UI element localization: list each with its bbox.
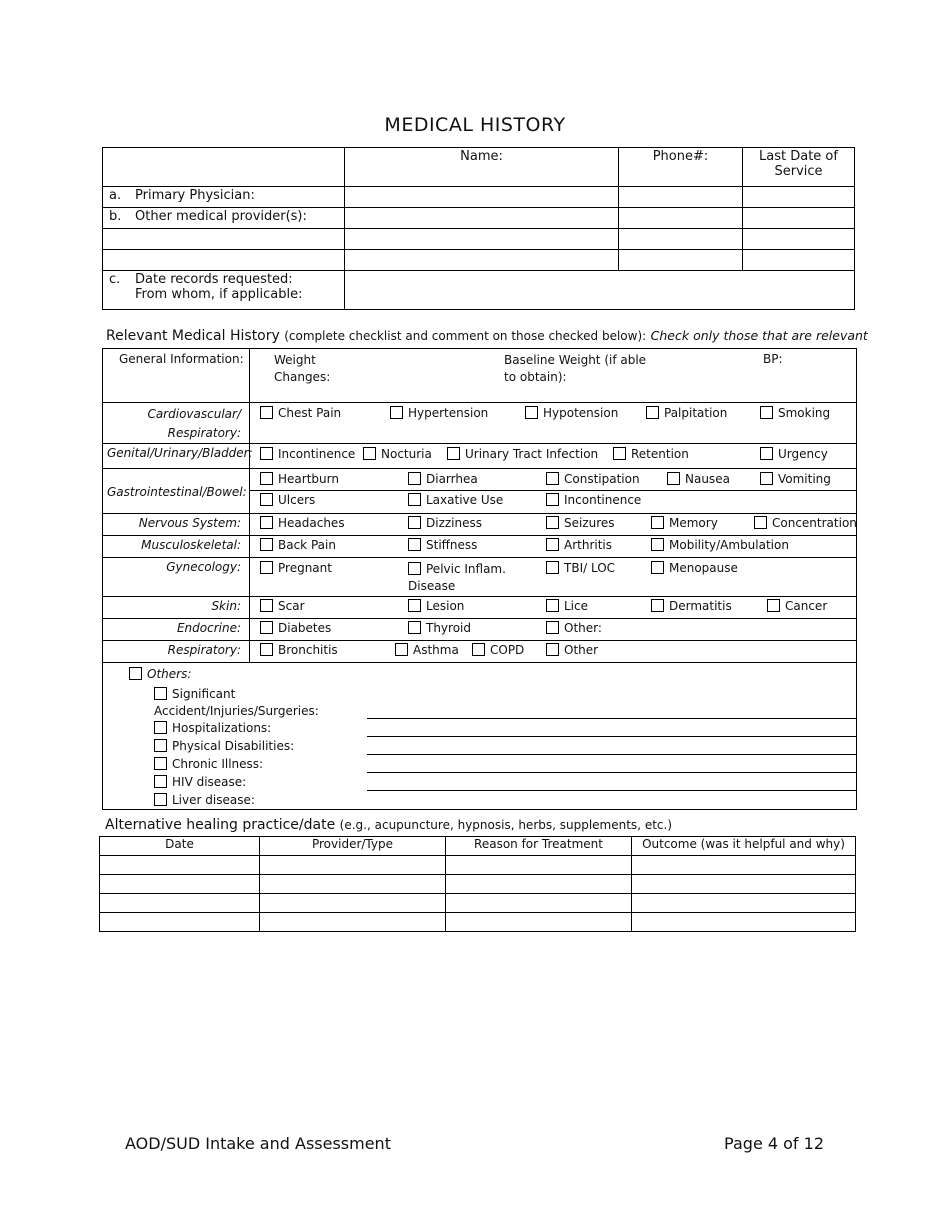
checkbox-back-pain[interactable]: Back Pain [260,538,336,552]
checkbox-chest-pain[interactable]: Chest Pain [260,406,341,420]
checkbox-seizures[interactable]: Seizures [546,516,615,530]
outcome-cell[interactable] [632,913,856,932]
checkbox-menopause[interactable]: Menopause [651,561,738,575]
general-info-row [250,349,857,403]
outcome-cell[interactable] [632,856,856,875]
checkbox-respiratory-other[interactable]: Other [546,643,598,657]
checkbox-asthma[interactable]: Asthma [395,643,459,657]
checkbox-concentration[interactable]: Concentration [754,516,857,530]
provider-date-field[interactable] [743,229,855,250]
provider-row-blank[interactable] [103,229,345,250]
provider-phone-field[interactable] [619,229,743,250]
medical-checklist [102,348,857,810]
checkbox-pregnant[interactable]: Pregnant [260,561,332,575]
checkbox-laxative-use[interactable]: Laxative Use [408,493,503,507]
checkbox-thyroid[interactable]: Thyroid [408,621,471,635]
category-genital-urinary: Genital/Urinary/Bladder: [103,444,250,469]
row-divider [250,490,856,491]
nervous-system-options [250,514,857,536]
checkbox-incontinence[interactable]: Incontinence [260,447,355,461]
provider-date-field[interactable] [743,250,855,271]
footer-document-title: AOD/SUD Intake and Assessment [125,1134,391,1153]
checkbox-tbi-loc[interactable]: TBI/ LOC [546,561,615,575]
provider-cell[interactable] [260,913,446,932]
significant-accidents-line[interactable] [367,718,856,719]
primary-physician-name-field[interactable] [345,187,619,208]
checkbox-arthritis[interactable]: Arthritis [546,538,612,552]
category-nervous-system: Nervous System: [103,514,250,536]
general-info-label: General Information: [103,349,250,403]
other-provider-date-field[interactable] [743,208,855,229]
reason-cell[interactable] [446,875,632,894]
checkbox-scar[interactable]: Scar [260,599,305,613]
checkbox-lice[interactable]: Lice [546,599,588,613]
checkbox-bronchitis[interactable]: Bronchitis [260,643,338,657]
page-title: MEDICAL HISTORY [384,114,566,136]
checkbox-hypotension[interactable]: Hypotension [525,406,618,420]
reason-cell[interactable] [446,856,632,875]
physical-disabilities-line[interactable] [367,754,856,755]
others-section [103,663,857,810]
header-phone: Phone#: [619,148,743,187]
primary-physician-phone-field[interactable] [619,187,743,208]
category-gastrointestinal: Gastrointestinal/Bowel: [103,469,250,514]
baseline-weight-label: Baseline Weight (if able to obtain): [504,353,647,384]
reason-cell[interactable] [446,913,632,932]
checkbox-lesion[interactable]: Lesion [408,599,464,613]
date-cell[interactable] [100,875,260,894]
outcome-cell[interactable] [632,894,856,913]
checkbox-cancer[interactable]: Cancer [767,599,827,613]
weight-changes-label: Weight Changes: [274,353,331,384]
category-respiratory: Respiratory: [103,641,250,663]
checkbox-memory[interactable]: Memory [651,516,718,530]
checkbox-chronic-illness[interactable]: Chronic Illness: [154,757,263,771]
checkbox-dizziness[interactable]: Dizziness [408,516,482,530]
checkbox-diarrhea[interactable]: Diarrhea [408,472,478,486]
checkbox-palpitation[interactable]: Palpitation [646,406,727,420]
checkbox-stiffness[interactable]: Stiffness [408,538,477,552]
header-name: Name: [345,148,619,187]
checkbox-hiv-disease[interactable]: HIV disease: [154,775,246,789]
other-provider-phone-field[interactable] [619,208,743,229]
provider-cell[interactable] [260,856,446,875]
outcome-cell[interactable] [632,875,856,894]
provider-cell[interactable] [260,875,446,894]
provider-cell[interactable] [260,894,446,913]
reason-cell[interactable] [446,894,632,913]
gastrointestinal-options [250,469,857,514]
checkbox-bowel-incontinence[interactable]: Incontinence [546,493,641,507]
hiv-disease-line[interactable] [367,790,856,791]
checkbox-hospitalizations[interactable]: Hospitalizations: [154,721,271,735]
primary-physician-date-field[interactable] [743,187,855,208]
primary-physician-label: a. Primary Physician: [103,187,345,208]
provider-name-field[interactable] [345,229,619,250]
chronic-illness-line[interactable] [367,772,856,773]
checkbox-urgency[interactable]: Urgency [760,447,828,461]
category-skin: Skin: [103,597,250,619]
provider-name-field[interactable] [345,250,619,271]
checkbox-nocturia[interactable]: Nocturia [363,447,432,461]
checkbox-urinary-tract-infection[interactable]: Urinary Tract Infection [447,447,598,461]
header-blank [103,148,345,187]
musculoskeletal-options [250,536,857,558]
skin-options [250,597,857,619]
date-cell[interactable] [100,856,260,875]
checkbox-dermatitis[interactable]: Dermatitis [651,599,732,613]
column-reason: Reason for Treatment [446,837,632,856]
checkbox-nausea[interactable]: Nausea [667,472,730,486]
checkbox-pelvic-inflam-disease[interactable]: Pelvic Inflam. Disease [408,562,506,593]
checkbox-heartburn[interactable]: Heartburn [260,472,339,486]
checkbox-significant-accidents[interactable]: Significant Accident/Injuries/Surgeries: [154,687,319,718]
checkbox-endocrine-other[interactable]: Other: [546,621,602,635]
column-date: Date [100,837,260,856]
checkbox-ulcers[interactable]: Ulcers [260,493,315,507]
records-requested-field[interactable] [345,271,855,310]
checkbox-mobility-ambulation[interactable]: Mobility/Ambulation [651,538,789,552]
relevant-history-heading: Relevant Medical History (complete checklist and comment on those checked below): Check only those that are relevant [106,328,868,344]
providers-table [102,147,855,310]
footer-page-number: Page 4 of 12 [724,1134,824,1153]
category-cardiovascular: Cardiovascular/ Respiratory: [103,403,250,444]
gynecology-options [250,558,857,597]
other-provider-label: b. Other medical provider(s): [103,208,345,229]
hospitalizations-line[interactable] [367,736,856,737]
endocrine-options [250,619,857,641]
checkbox-others[interactable]: Others: [129,667,191,681]
checkbox-hypertension[interactable]: Hypertension [390,406,488,420]
checkbox-vomiting[interactable]: Vomiting [760,472,831,486]
other-provider-name-field[interactable] [345,208,619,229]
column-provider-type: Provider/Type [260,837,446,856]
category-musculoskeletal: Musculoskeletal: [103,536,250,558]
checkbox-liver-disease[interactable]: Liver disease: [154,793,255,807]
checkbox-headaches[interactable]: Headaches [260,516,345,530]
checkbox-copd[interactable]: COPD [472,643,524,657]
checkbox-smoking[interactable]: Smoking [760,406,830,420]
bp-label: BP: [763,352,783,366]
category-gynecology: Gynecology: [103,558,250,597]
provider-phone-field[interactable] [619,250,743,271]
checkbox-diabetes[interactable]: Diabetes [260,621,331,635]
checkbox-retention[interactable]: Retention [613,447,689,461]
alternative-healing-table [99,836,856,932]
date-cell[interactable] [100,913,260,932]
date-cell[interactable] [100,894,260,913]
provider-row-blank[interactable] [103,250,345,271]
respiratory-options [250,641,857,663]
category-endocrine: Endocrine: [103,619,250,641]
column-outcome: Outcome (was it helpful and why) [632,837,856,856]
cardiovascular-options [250,403,857,444]
genital-urinary-options [250,444,857,469]
checkbox-constipation[interactable]: Constipation [546,472,640,486]
records-requested-label: c. Date records requested: From whom, if applicable: [103,271,345,310]
alternative-healing-heading: Alternative healing practice/date (e.g., acupuncture, hypnosis, herbs, supplements, etc.) [105,817,672,833]
checkbox-physical-disabilities[interactable]: Physical Disabilities: [154,739,294,753]
header-last-date: Last Date of Service [743,148,855,187]
